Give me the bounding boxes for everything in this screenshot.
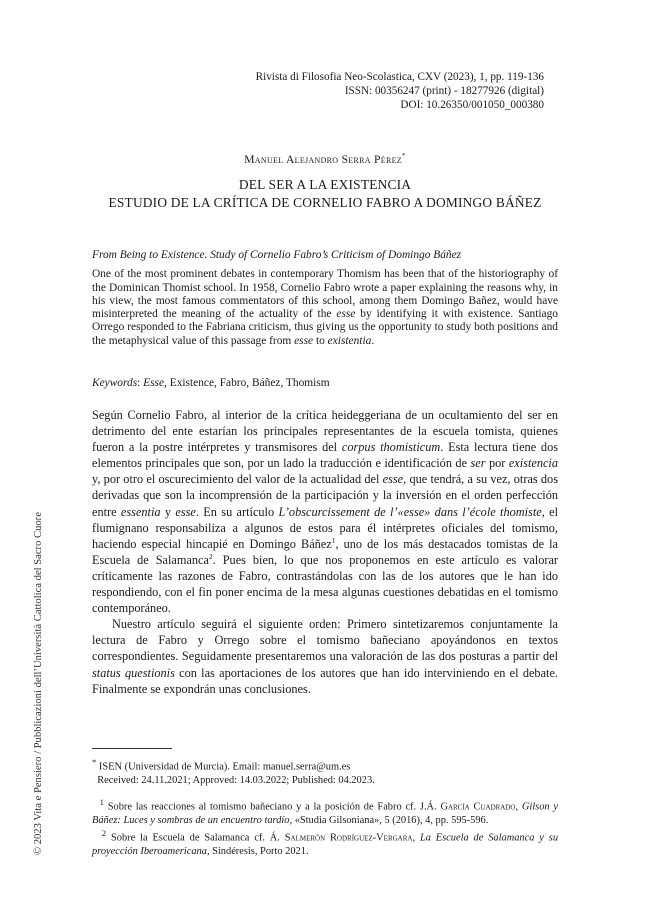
fn1-a: Sobre las reacciones al tomismo bañeciano y a la posición de Fabro cf. J.Á. bbox=[103, 801, 441, 813]
footnote-ref-1[interactable]: 1 bbox=[331, 535, 336, 545]
abstract-t4: . bbox=[371, 334, 375, 347]
keywords bbox=[92, 377, 330, 389]
p2-a-em: status questionis bbox=[92, 665, 175, 680]
p1-g: . En su artículo bbox=[195, 504, 279, 519]
body-paragraph-2 bbox=[92, 616, 558, 696]
p1-e: , que tendrá, a su vez, otras dos derivadas que son la incomprensión de la participación y la inversión en el orden perfección entre bbox=[92, 472, 558, 519]
p1-a-em: corpus thomisticum bbox=[341, 440, 441, 455]
footnote-ref-2[interactable]: 2 bbox=[208, 551, 213, 561]
abstract-t3: to bbox=[313, 334, 328, 347]
abstract-english-title: From Being to Existence. Study of Cornelio Fabro’s Criticism of Domingo Báñez bbox=[92, 249, 462, 261]
fn2-a: Sobre la Escuela de Salamanca cf. Á. bbox=[106, 832, 285, 844]
fn2-title: La Escuela de Salamanca y su proyección Iberoamericana bbox=[92, 832, 559, 858]
p1-h: , el flumignano responsabiliza a algunos de estos para él intérpretes oficiales del tomismo, haciendo especial hincapié en Domingo Báñez bbox=[92, 504, 558, 551]
p1-c: por bbox=[485, 456, 509, 471]
footnote-author bbox=[92, 756, 558, 774]
copyright-side-note: © 2023 Vita e Pensiero / Pubblicazioni dell’Università Cattolica del Sacro Cuore bbox=[33, 512, 44, 855]
footnote-2 bbox=[92, 827, 558, 859]
p2-b: con las aportaciones de los autores que han ido interviniendo en el debate. Finalmente se expondrán unas conclusiones. bbox=[92, 665, 558, 696]
p1-f-em: esse bbox=[175, 504, 196, 519]
abstract-t2: by identifying it with existence. Santiago Orrego responded to the Fabriana criticism, thus giving us the opportunity to study both positions and the metaphysical value of this passage from bbox=[92, 308, 558, 347]
p1-b: . Esta lectura tiene dos elementos principales que son, por un lado la traducción e identificación de bbox=[92, 440, 559, 471]
keywords-first: Esse bbox=[143, 377, 165, 389]
p1-e-em: essentia bbox=[120, 504, 161, 519]
p1-g-em: L’obscurcissement de l’«esse» dans l’école thomiste bbox=[278, 504, 542, 519]
fn1-c: , «Studia Gilsoniana», 5 (2016), 4, pp. 595-596. bbox=[289, 814, 489, 826]
p1-j: . Pues bien, lo que nos proponemos en este artículo es valorar críticamente las razones de Fabro, contrastándolas con las de los autores que le han ido respondiendo, con el fin poner encima de la mesa algunas cuestiones debatidas en el tomismo contemporáneo. bbox=[92, 552, 558, 616]
p1-d-em: esse bbox=[382, 472, 404, 487]
keywords-sep: : bbox=[137, 377, 144, 389]
abstract-t1: One of the most prominent debates in contemporary Thomism has been that of the historiography of the Dominican Thomist school. In 1958, Cornelio Fabro wrote a paper explaining the reasons why, in his view, the most famous commentators of this school, among them Domingo Bañez, would have misinterpreted the meaning of the actuality of the bbox=[92, 268, 558, 321]
footnote-dates-text: Received: 24.11.2021; Approved: 14.03.2022; Published: 04.2023. bbox=[97, 775, 375, 787]
journal-citation: Rivista di Filosofia Neo-Scolastica, CXV (2023), 1, pp. 119-136 bbox=[255, 71, 544, 83]
fn2-c: , Sindéresis, Porto 2021. bbox=[206, 846, 309, 858]
footnote-1 bbox=[92, 796, 558, 828]
p1-a: Según Cornelio Fabro, al interior de la crítica heideggeriana de un ocultamiento del ser en detrimento del ente estarían los principales representantes de la escuela tomista, quienes fueron a la postre intérpretes y transmisores del bbox=[92, 408, 558, 455]
p1-i: , uno de los más destacados tomistas de la Escuela de Salamanca bbox=[92, 536, 558, 567]
footnotes bbox=[92, 756, 558, 859]
article-title-line2: ESTUDIO DE LA CRÍTICA DE CORNELIO FABRO A DOMINGO BÁÑEZ bbox=[108, 195, 542, 210]
body-paragraph-1 bbox=[92, 407, 558, 616]
author-footnote-mark: * bbox=[402, 152, 406, 160]
article-title-line1: DEL SER A LA EXISTENCIA bbox=[238, 177, 412, 192]
journal-issn: ISSN: 00356247 (print) - 18277926 (digital) bbox=[344, 85, 544, 97]
footnote-dates bbox=[92, 774, 558, 788]
keywords-label: Keywords bbox=[92, 377, 138, 389]
journal-header bbox=[256, 70, 544, 112]
p1-b-em: ser bbox=[470, 456, 486, 471]
abstract-t3-em: existentia bbox=[327, 334, 372, 347]
abstract-text bbox=[92, 268, 558, 348]
article-title bbox=[0, 176, 650, 212]
fn2-b: , bbox=[412, 832, 420, 844]
journal-doi: DOI: 10.26350/001050_000380 bbox=[400, 99, 544, 111]
fn2-author: Salmerón Rodríguez-Vergara bbox=[284, 832, 413, 844]
footnote-2-mark: 2 bbox=[101, 828, 107, 839]
fn1-b: , bbox=[515, 801, 522, 813]
author-name-text: Manuel Alejandro Serra Pérez bbox=[244, 152, 402, 166]
footnote-1-mark: 1 bbox=[99, 796, 104, 807]
keywords-rest: , Existence, Fabro, Báñez, Thomism bbox=[164, 377, 330, 389]
p1-d: y, por otro el oscurecimiento del valor de la actualidad del bbox=[92, 472, 383, 487]
abstract-t1-em: esse bbox=[336, 308, 356, 321]
p2-a: Nuestro artículo seguirá el siguiente orden: Primero sintetizaremos conjuntamente la lectura de Fabro y Orrego sobre el tomismo bañeciano apoyándonos en textos correspondientes. Seguidamente presentaremos una valoración de las dos posturas a partir del bbox=[92, 617, 558, 664]
p1-c-em: existencia bbox=[508, 456, 558, 471]
p1-f: y bbox=[160, 504, 176, 519]
footnote-rule bbox=[92, 748, 172, 749]
author-name bbox=[0, 152, 650, 166]
abstract bbox=[92, 249, 558, 348]
footnote-author-mark: * bbox=[92, 757, 97, 767]
fn1-title: Gilson y Báñez: Luces y sombras de un encuentro tardío bbox=[92, 801, 558, 826]
body-text bbox=[92, 407, 558, 697]
footnote-author-affiliation: ISEN (Universidad de Murcia). Email: manuel.serra@um.es bbox=[96, 761, 351, 773]
fn1-author: García Cuadrado bbox=[440, 801, 516, 813]
abstract-t2-em: esse bbox=[294, 334, 314, 347]
